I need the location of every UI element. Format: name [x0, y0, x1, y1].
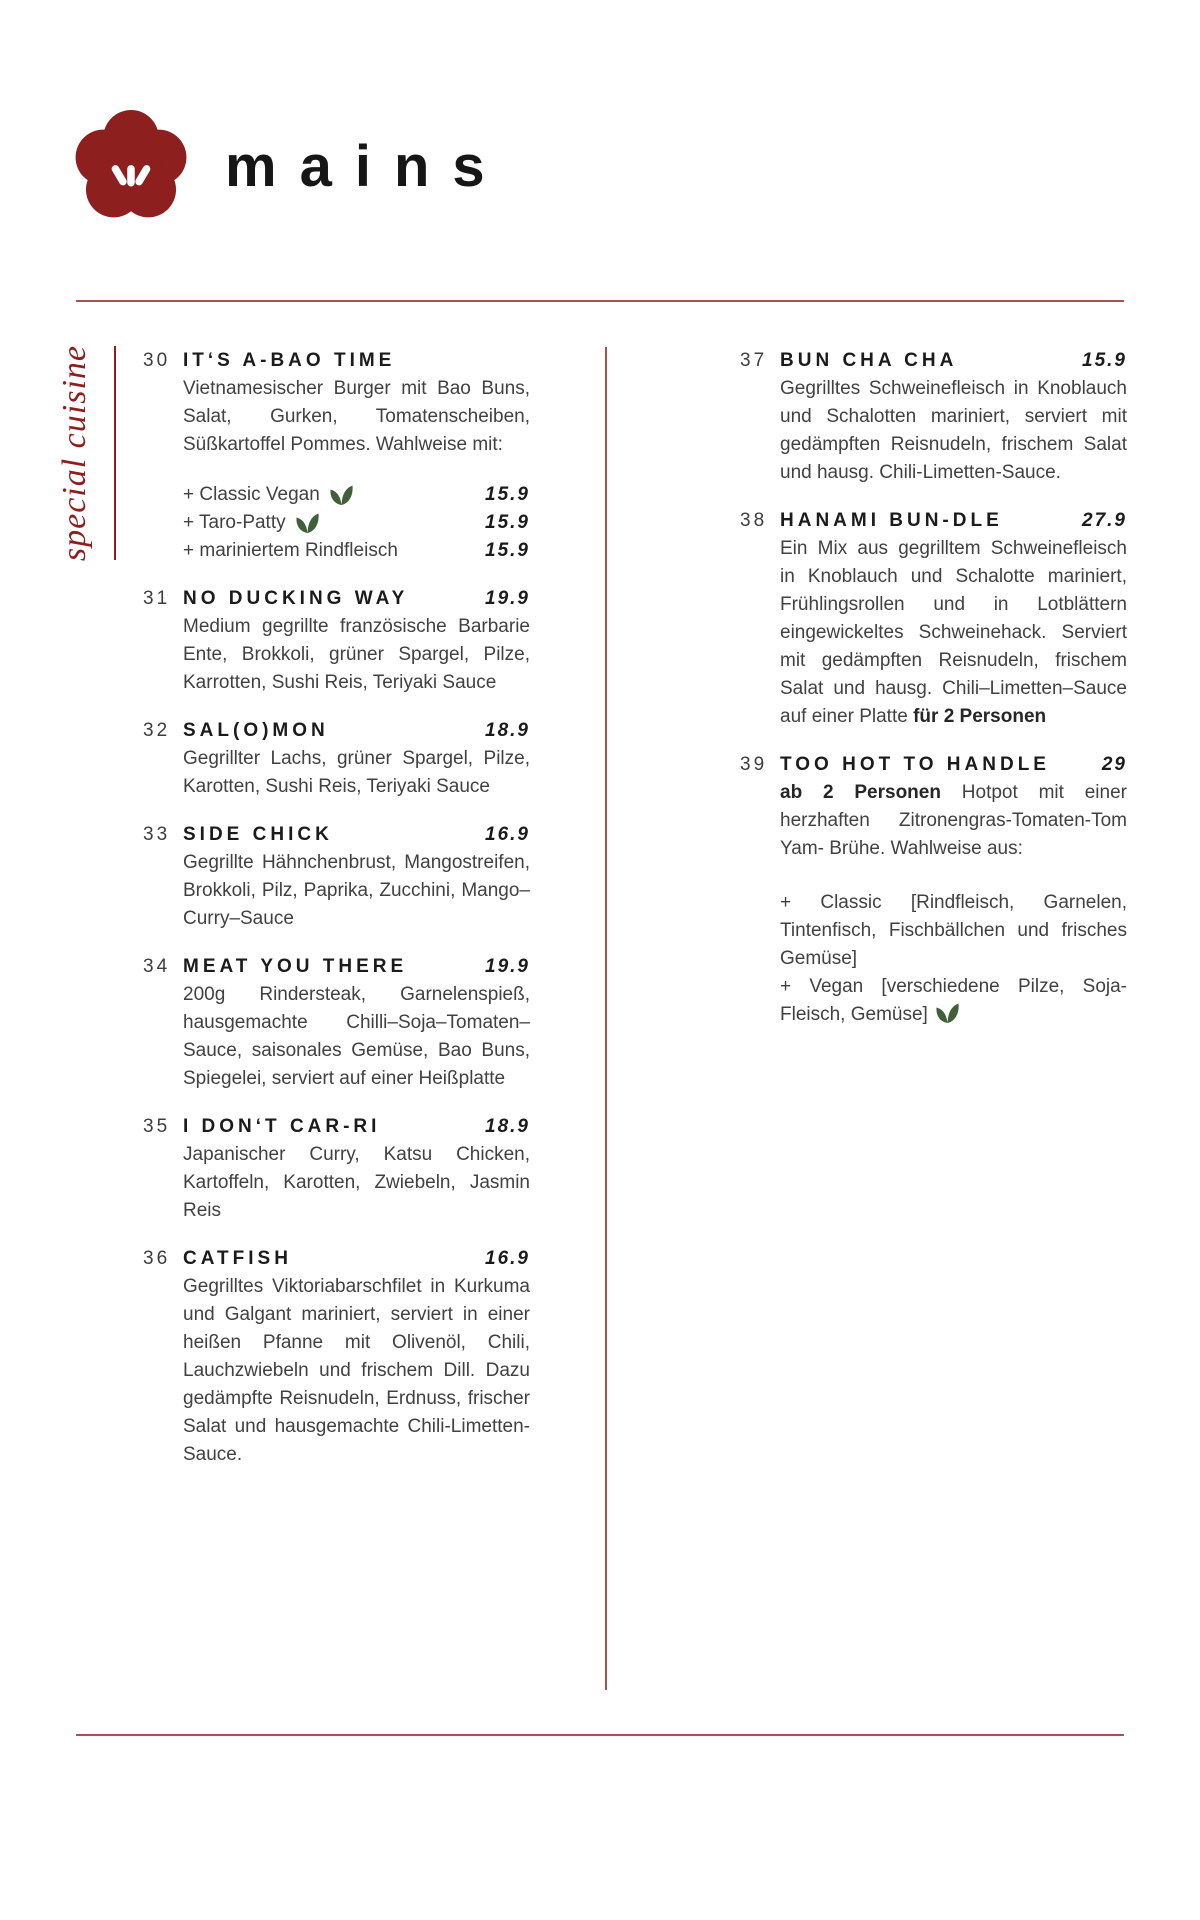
item-title: SAL(O)MON [183, 720, 329, 741]
item-options [183, 481, 530, 565]
side-label-text: special cuisine [56, 344, 93, 562]
header [73, 110, 508, 222]
item-number: 38 [740, 510, 768, 531]
item-title: MEAT YOU THERE [183, 956, 408, 977]
item-description: Japanischer Curry, Katsu Chicken, Kartoffeln, Karotten, Zwiebeln, Jasmin Reis [183, 1144, 530, 1221]
item-number: 33 [143, 824, 171, 845]
column-divider [605, 347, 607, 1690]
item-number: 39 [740, 754, 768, 775]
menu-item-39 [740, 751, 1127, 1029]
item-price: 16.9 [485, 1248, 530, 1269]
option-row [183, 537, 530, 565]
vegan-leaf-icon [329, 484, 354, 506]
item-description [780, 779, 1127, 863]
vegan-leaf-icon [295, 512, 320, 534]
item-number: 37 [740, 350, 768, 371]
item-number: 32 [143, 720, 171, 741]
item-price: 19.9 [485, 956, 530, 977]
item-description: Gegrillter Lachs, grüner Spargel, Pilze, Karotten, Sushi Reis, Teriyaki Sauce [183, 748, 530, 797]
menu-column-right [740, 347, 1127, 1029]
item-price: 18.9 [485, 1116, 530, 1137]
item-description: Medium gegrillte französische Barbarie Ente, Brokkoli, grüner Spargel, Pilze, Karrotten, Sushi Reis, Teriyaki Sauce [183, 616, 530, 693]
menu-item-32 [143, 717, 530, 801]
description-bold-text: ab 2 Personen [780, 782, 941, 803]
item-description: Gegrilltes Viktoriabarschfilet in Kurkuma und Galgant mariniert, serviert in einer heißen Pfanne mit Olivenöl, Chili, Lauchzwiebeln und frischem Dill. Dazu gedämpfte Reisnudeln, Erdnuss, frischer Salat und hausgemachte Chili-Limetten-Sauce. [183, 1276, 530, 1465]
option-price: 15.9 [485, 540, 530, 561]
item-description: Gegrillte Hähnchenbrust, Mangostreifen, Brokkoli, Pilz, Paprika, Zucchini, Mango–Curry–Sauce [183, 852, 530, 929]
option-row [183, 481, 530, 509]
option-label: + Vegan [verschiedene Pilze, Soja-Fleisch, Gemüse] [780, 976, 1127, 1025]
item-title: BUN CHA CHA [780, 350, 958, 371]
item-number: 34 [143, 956, 171, 977]
item-title: CATFISH [183, 1248, 292, 1269]
menu-item-30 [143, 347, 530, 565]
menu-item-34 [143, 953, 530, 1093]
description-text: Ein Mix aus gegrilltem Schweinefleisch in Knoblauch und Schalotte mariniert, Frühlingsrollen und in Lotblättern eingewickeltes Schweinehack. Serviert mit gedämpften Reisnudeln, frischem Salat und hausg. Chili–Limetten–Sauce auf einer Platte [780, 538, 1127, 727]
item-price: 29 [1101, 754, 1127, 775]
option-row [780, 973, 1127, 1029]
item-description [780, 535, 1127, 731]
item-title: TOO HOT TO HANDLE [780, 754, 1050, 775]
top-rule [76, 300, 1124, 302]
item-price: 18.9 [485, 720, 530, 741]
item-price: 27.9 [1082, 510, 1127, 531]
item-number: 36 [143, 1248, 171, 1269]
bottom-rule [76, 1734, 1124, 1736]
menu-item-31 [143, 585, 530, 697]
menu-item-38 [740, 507, 1127, 731]
option-label: + Classic Vegan [183, 484, 320, 505]
item-title: I DON‘T CAR-RI [183, 1116, 381, 1137]
description-text: Hotpot mit einer herzhaften Zitronengras-Tomaten-Tom Yam- Brühe. Wahlweise aus: [780, 782, 1127, 859]
plum-blossom-icon [73, 110, 189, 222]
side-label [56, 345, 94, 561]
item-price: 19.9 [485, 588, 530, 609]
menu-item-33 [143, 821, 530, 933]
item-title: IT‘S A-BAO TIME [183, 350, 396, 371]
item-number: 35 [143, 1116, 171, 1137]
item-options [780, 889, 1127, 1029]
option-price: 15.9 [485, 484, 530, 505]
item-title: HANAMI BUN-DLE [780, 510, 1003, 531]
option-label: + Taro-Patty [183, 512, 286, 533]
item-number: 30 [143, 350, 171, 371]
menu-column-left [143, 347, 530, 1469]
menu-item-35 [143, 1113, 530, 1225]
item-price: 16.9 [485, 824, 530, 845]
option-price: 15.9 [485, 512, 530, 533]
item-description: Vietnamesischer Burger mit Bao Buns, Salat, Gurken, Tomatenscheiben, Süßkartoffel Pommes. Wahlweise mit: [183, 378, 530, 455]
option-label: + mariniertem Rindfleisch [183, 540, 398, 561]
item-title: NO DUCKING WAY [183, 588, 409, 609]
menu-item-36 [143, 1245, 530, 1469]
menu-item-37 [740, 347, 1127, 487]
description-bold-text: für 2 Personen [913, 706, 1047, 727]
option-row: + Classic [Rindfleisch, Garnelen, Tintenfisch, Fischbällchen und frisches Gemüse] [780, 892, 1127, 969]
item-description: Gegrilltes Schweinefleisch in Knoblauch und Schalotten mariniert, serviert mit gedämpften Reisnudeln, frischem Salat und hausg. Chili-Limetten-Sauce. [780, 378, 1127, 483]
item-title: SIDE CHICK [183, 824, 333, 845]
vegan-leaf-icon [935, 1002, 960, 1024]
item-description: 200g Rindersteak, Garnelenspieß, hausgemachte Chilli–Soja–Tomaten–Sauce, saisonales Gemüse, Bao Buns, Spiegelei, serviert auf einer Heißplatte [183, 984, 530, 1089]
side-label-underline [114, 346, 116, 560]
page-title: mains [225, 133, 508, 199]
option-row [183, 509, 530, 537]
item-price: 15.9 [1082, 350, 1127, 371]
item-number: 31 [143, 588, 171, 609]
